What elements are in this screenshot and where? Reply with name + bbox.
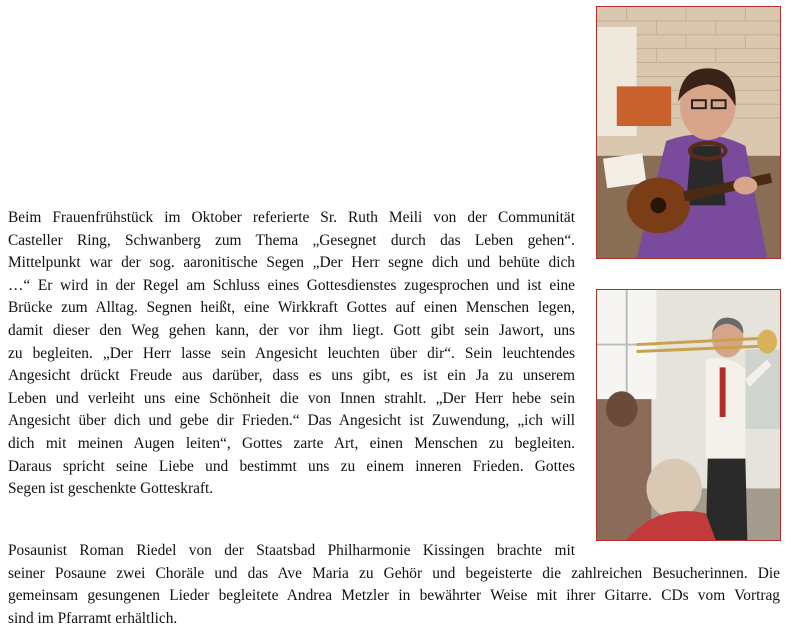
paragraph-line: zu begleiten. „Der Herr lasse sein Angesicht leuchten über dir“. Sein leuchtendes (8, 344, 575, 362)
paragraph-line: Angesicht über dich und gebe dir Frieden.“ Das Angesicht ist Zuwendung, „ich will (8, 412, 575, 430)
article-paragraph-1 (8, 207, 575, 501)
paragraph-line: …“ Er wird in der Regel am Schluss eines Gottesdienstes zugesprochen und ist eine (8, 276, 575, 294)
photo-guitar-player (596, 6, 781, 259)
paragraph-line: Segen ist geschenkte Gotteskraft. (8, 480, 214, 498)
paragraph-line: Posaunist Roman Riedel von der Staatsbad Philharmonie Kissingen brachte mit (8, 542, 575, 559)
paragraph-line: Beim Frauenfrühstück im Oktober referierte Sr. Ruth Meili von der Communität (8, 209, 575, 226)
article-paragraph-2 (8, 540, 780, 630)
guitar-player-image (597, 7, 780, 258)
trombone-player-image (597, 290, 780, 540)
paragraph-line: Daraus spricht seine Liebe und bestimmt uns zu einem inneren Frieden. Gottes (8, 457, 575, 475)
paragraph-line: gemeinsam gesungenen Lieder begleitete Andrea Metzler in bewährter Weise mit ihrer Gitarre. CDs vom Vortrag (8, 587, 780, 605)
photo-trombone-player (596, 289, 781, 541)
paragraph-line: dich mit meinen Augen leiten“, Gottes zarte Art, einen Menschen zu begleiten. (8, 434, 575, 452)
paragraph-line: damit dieser den Weg gehen kann, der vor ihm liegt. Gott gibt sein Jawort, uns (8, 321, 575, 339)
paragraph-line: sind im Pfarramt erhältlich. (8, 609, 178, 627)
paragraph-line: Leben und verleiht uns eine Schönheit die von Innen strahlt. „Der Herr hebe sein (8, 389, 575, 407)
paragraph-line: Brücke zum Alltag. Segnen heißt, eine Wirkkraft Gottes auf einen Menschen legen, (8, 299, 575, 317)
paragraph-line: Mittelpunkt war der sog. aaronitische Segen „Der Herr segne dich und behüte dich (8, 254, 575, 272)
paragraph-line: Angesicht drückt Freude aus darüber, dass es uns gibt, es ist ein Ja zu unserem (8, 367, 575, 385)
paragraph-line: seiner Posaune zwei Choräle und das Ave Maria zu Gehör und begeisterte die zahlreichen Besucherinnen. Die (8, 564, 780, 582)
paragraph-line: Casteller Ring, Schwanberg zum Thema „Gesegnet durch das Leben gehen“. (8, 231, 575, 249)
